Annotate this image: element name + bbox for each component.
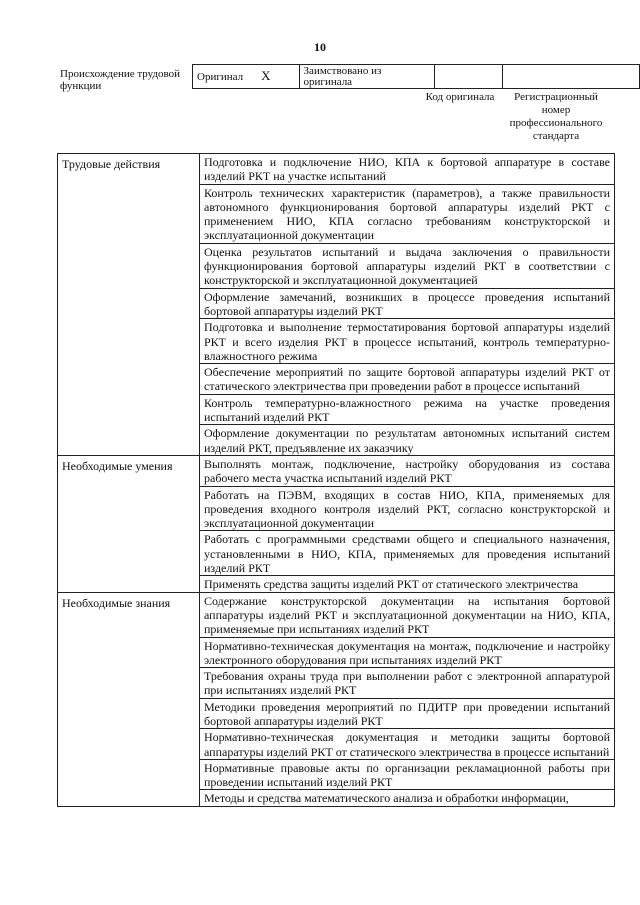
list-item: Нормативно-техническая документация и методики защиты бортовой аппаратуры изделий РКТ от статического электричества в процессе испытаний: [200, 729, 615, 760]
table-row: [58, 455, 615, 486]
function-table-body: [58, 154, 615, 807]
table-row: [58, 154, 615, 185]
list-item: Нормативные правовые акты по организации рекламационной работы при проведении испытаний изделий РКТ: [200, 759, 615, 790]
list-item: Применять средства защиты изделий РКТ от статического электричества: [200, 576, 615, 592]
origin-header-table: [192, 64, 640, 89]
original-label: Оригинал: [197, 71, 244, 83]
original-mark: X: [261, 68, 271, 83]
original-cell: [193, 65, 300, 89]
list-item: Подготовка и выполнение термостатирования бортовой аппаратуры изделий РКТ и всего изделия РКТ в процессе испытаний, контроль температурно-влажностного режима: [200, 319, 615, 364]
table-row: [58, 592, 615, 637]
list-item: Контроль температурно-влажностного режима на участке проведения испытаний изделий РКТ: [200, 394, 615, 425]
list-item: Нормативно-техническая документация на монтаж, подключение и настройку электронного оборудования при испытаниях изделий РКТ: [200, 637, 615, 668]
code-label: Код оригинала: [425, 91, 495, 103]
list-item: Оформление документации по результатам автономных испытаний систем изделий РКТ, предъявление их заказчику: [200, 425, 615, 456]
reg-number-label: Регистрационный номер профессионального стандарта: [509, 91, 603, 142]
code-cell: [435, 65, 503, 89]
list-item: Работать на ПЭВМ, входящих в состав НИО, КПА, применяемых для проведения входного контроля изделий РКТ, согласно конструкторской и эксплуатационной документации: [200, 486, 615, 531]
list-item: Методы и средства математического анализа и обработки информации,: [200, 790, 615, 806]
list-item: Оформление замечаний, возникших в процессе проведения испытаний бортовой аппаратуры изделий РКТ: [200, 288, 615, 319]
reg-number-cell: [503, 65, 640, 89]
list-item: Обеспечение мероприятий по защите бортовой аппаратуры изделий РКТ от статического электричества при проведении работ в процессе испытаний: [200, 364, 615, 395]
section-title-labor-actions: Трудовые действия: [58, 154, 200, 456]
list-item: Содержание конструкторской документации на испытания бортовой аппаратуры изделий РКТ и эксплуатационной документации на НИО, КПА, применяемые при испытаниях изделий РКТ: [200, 592, 615, 637]
list-item: Требования охраны труда при выполнении работ с электронной аппаратурой при испытаниях изделий РКТ: [200, 668, 615, 699]
borrowed-cell: Заимствовано из оригинала: [299, 65, 435, 89]
list-item: Работать с программными средствами общего и специального назначения, установленными в НИО, КПА, применяемых для проведения испытаний изделий РКТ: [200, 531, 615, 576]
function-table: [57, 153, 615, 807]
section-title-required-knowledge: Необходимые знания: [58, 592, 200, 806]
list-item: Выполнять монтаж, подключение, настройку оборудования из состава рабочего места участка испытаний изделий РКТ: [200, 455, 615, 486]
list-item: Методики проведения мероприятий по ПДИТР при проведении испытаний бортовой аппаратуры изделий РКТ: [200, 698, 615, 729]
list-item: Контроль технических характеристик (параметров), а также правильности автономного функционирования бортовой аппаратуры изделий РКТ с применением НИО, КПА согласно требованиям конструкторской и эксплуатационной документации: [200, 184, 615, 243]
origin-label: Происхождение трудовой функции: [60, 68, 181, 92]
list-item: Подготовка и подключение НИО, КПА к бортовой аппаратуре в составе изделий РКТ на участке испытаний: [200, 154, 615, 185]
page-number: 10: [314, 40, 326, 54]
list-item: Оценка результатов испытаний и выдача заключения о правильности функционирования бортовой аппаратуры изделий РКТ в соответствии с конструкторской и эксплуатационной документацией: [200, 243, 615, 288]
section-title-required-skills: Необходимые умения: [58, 455, 200, 592]
